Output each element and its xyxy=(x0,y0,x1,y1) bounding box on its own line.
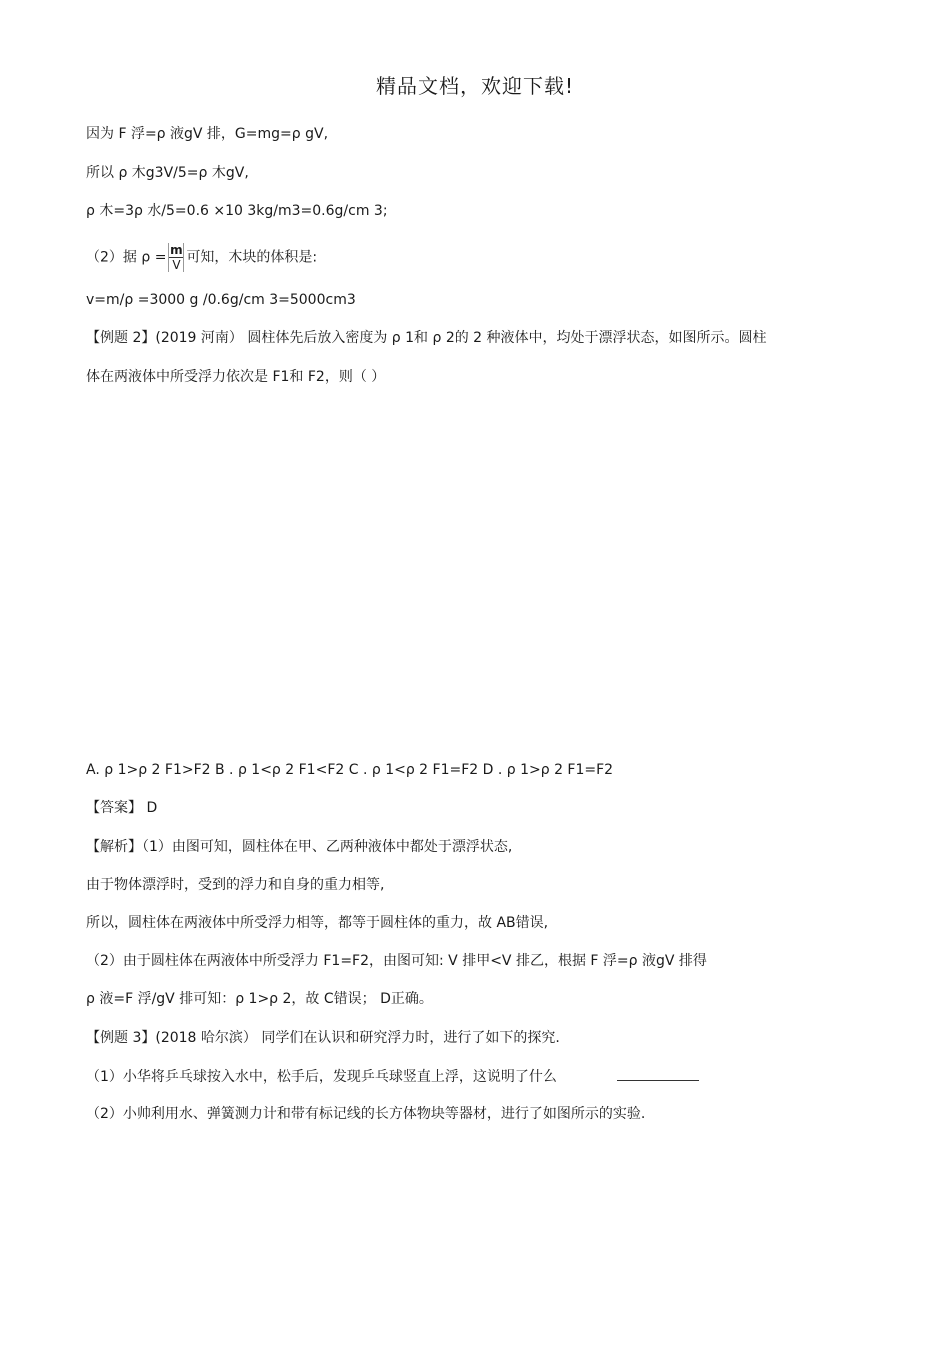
example2-question-line-1: 【例题 2】(2019 河南） 圆柱体先后放入密度为 ρ 1和 ρ 2的 2 种液体中，均处于漂浮状态，如图所示。圆柱 xyxy=(86,330,767,346)
example2-analysis-4: （2）由于圆柱体在两液体中所受浮力 F1=F2，由图可知: V 排甲<V 排乙，根据 F 浮=ρ 液gV 排得 xyxy=(86,953,707,969)
example2-question-line-2: 体在两液体中所受浮力依次是 F1和 F2，则（ ） xyxy=(86,369,386,385)
example2-options: A. ρ 1>ρ 2 F1>F2 B . ρ 1<ρ 2 F1<F2 C . ρ 1<ρ 2 F1=F2 D . ρ 1>ρ 2 F1=F2 xyxy=(86,762,614,778)
density-formula-suffix: 可知，木块的体积是: xyxy=(186,249,318,266)
fraction-numerator: m xyxy=(170,243,183,257)
solution-line-5: v=m/ρ =3000 g /0.6g/cm 3=5000cm3 xyxy=(86,292,356,308)
density-formula-prefix: （2）据 ρ = xyxy=(86,249,167,266)
fraction-denominator: V xyxy=(172,258,181,272)
example3-question-2-text: （1）小华将乒乓球按入水中，松手后，发现乒乓球竖直上浮，这说明了什么 xyxy=(86,1069,557,1085)
example2-analysis-5: ρ 液=F 浮/gV 排可知：ρ 1>ρ 2，故 C错误； D正确。 xyxy=(86,991,433,1007)
example2-analysis-1: 【解析】（1）由图可知，圆柱体在甲、乙两种液体中都处于漂浮状态, xyxy=(86,839,513,855)
example2-answer: 【答案】 D xyxy=(86,800,158,816)
example3-question-line-2 xyxy=(86,1066,699,1087)
solution-line-2: 所以 ρ 木g3V/5=ρ 木gV, xyxy=(86,165,249,181)
solution-line-4 xyxy=(86,243,317,272)
example3-question-line-1: 【例题 3】(2018 哈尔滨） 同学们在认识和研究浮力时，进行了如下的探究. xyxy=(86,1030,560,1046)
solution-line-3: ρ 木=3ρ 水/5=0.6 ×10 3kg/m3=0.6g/cm 3; xyxy=(86,203,388,219)
page-header-title: 精品文档，欢迎下载! xyxy=(375,74,575,98)
figure-placeholder xyxy=(86,400,866,740)
solution-line-1: 因为 F 浮=ρ 液gV 排，G=mg=ρ gV, xyxy=(86,126,329,142)
figure-placeholder-2 xyxy=(86,1135,866,1315)
example2-analysis-3: 所以，圆柱体在两液体中所受浮力相等，都等于圆柱体的重力，故 AB错误, xyxy=(86,915,549,931)
example2-analysis-2: 由于物体漂浮时，受到的浮力和自身的重力相等, xyxy=(86,877,385,893)
example3-question-line-3: （2）小帅利用水、弹簧测力计和带有标记线的长方体物块等器材，进行了如图所示的实验. xyxy=(86,1106,646,1122)
answer-blank xyxy=(617,1066,699,1081)
mass-over-volume-fraction xyxy=(168,243,184,272)
